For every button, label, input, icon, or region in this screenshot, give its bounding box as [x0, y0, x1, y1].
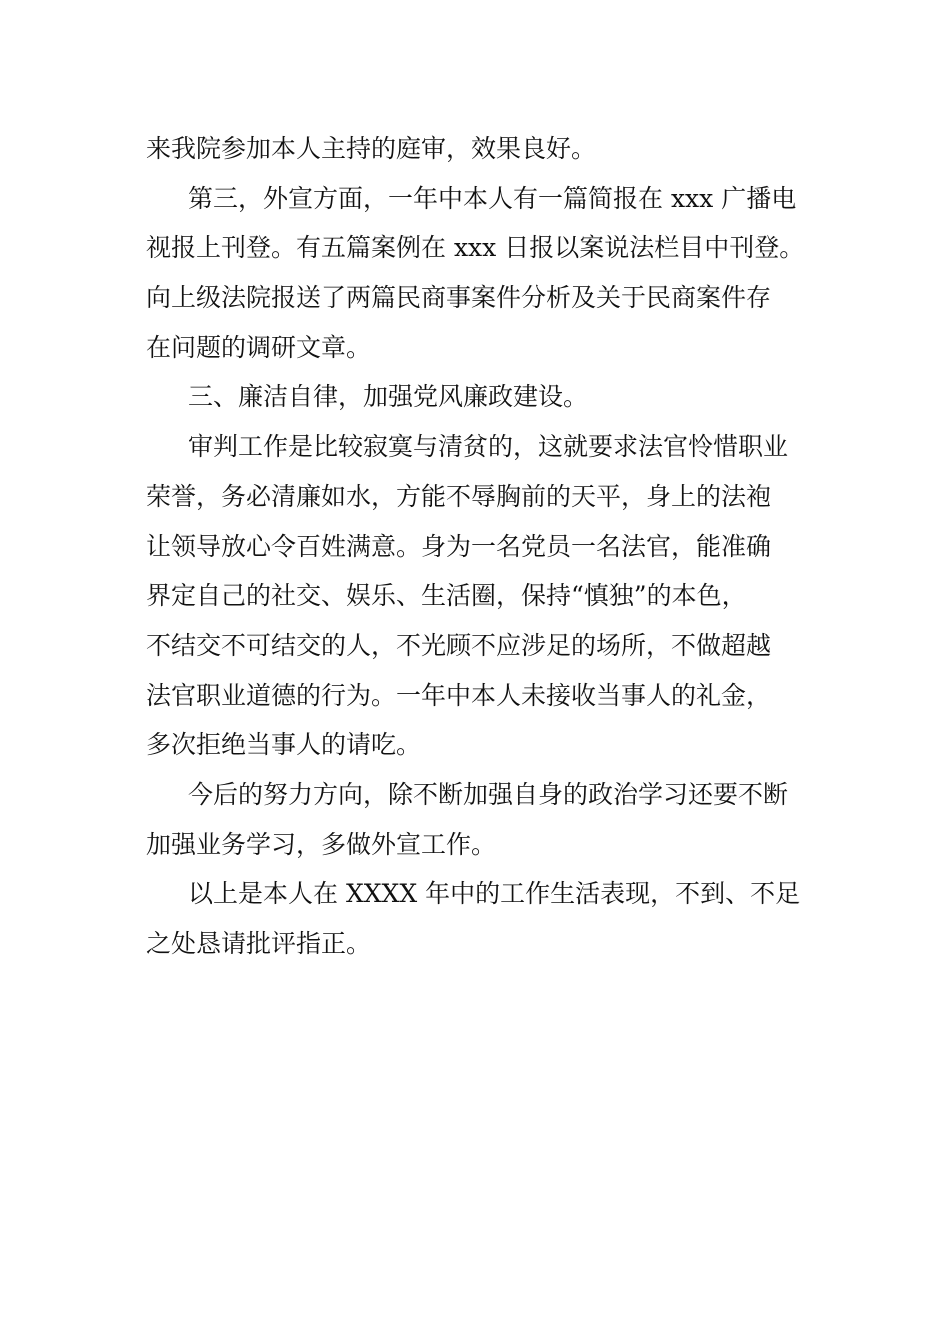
text-line-17: 之处恳请批评指正。 — [146, 929, 372, 958]
text-line-2: 第三，外宣方面，一年中本人有一篇简报在 xxx 广播电 — [188, 183, 797, 213]
text-line-7: 审判工作是比较寂寞与清贫的，这就要求法官怜惜职业 — [188, 432, 789, 462]
text-line-9: 让领导放心令百姓满意。身为一名党员一名法官，能准确 — [146, 531, 772, 561]
text-line-16: 以上是本人在 XXXX 年中的工作生活表现，不到、不足 — [188, 879, 801, 909]
text-line-11: 不结交不可结交的人，不光顾不应涉足的场所，不做超越 — [146, 630, 772, 660]
text-line-14: 今后的努力方向，除不断加强自身的政治学习还要不断 — [188, 779, 789, 809]
text-line-15: 加强业务学习，多做外宣工作。 — [146, 829, 497, 859]
text-line-10: 界定自己的社交、娱乐、生活圈，保持“慎独”的本色， — [146, 581, 747, 611]
text-line-8: 荣誉，务必清廉如水，方能不辱胸前的天平，身上的法袍 — [146, 481, 772, 511]
text-line-3: 视报上刊登。有五篇案例在 xxx 日报以案说法栏目中刊登。 — [146, 233, 805, 263]
text-line-1: 来我院参加本人主持的庭审，效果良好。 — [146, 134, 597, 163]
text-line-12: 法官职业道德的行为。一年中本人未接收当事人的礼金， — [146, 680, 772, 710]
section-heading-integrity: 三、廉洁自律，加强党风廉政建设。 — [188, 382, 589, 412]
text-line-4: 向上级法院报送了两篇民商事案件分析及关于民商案件存 — [146, 283, 772, 313]
text-line-5: 在问题的调研文章。 — [146, 332, 372, 362]
document-body — [146, 124, 826, 969]
text-line-13: 多次拒绝当事人的请吃。 — [146, 730, 422, 760]
